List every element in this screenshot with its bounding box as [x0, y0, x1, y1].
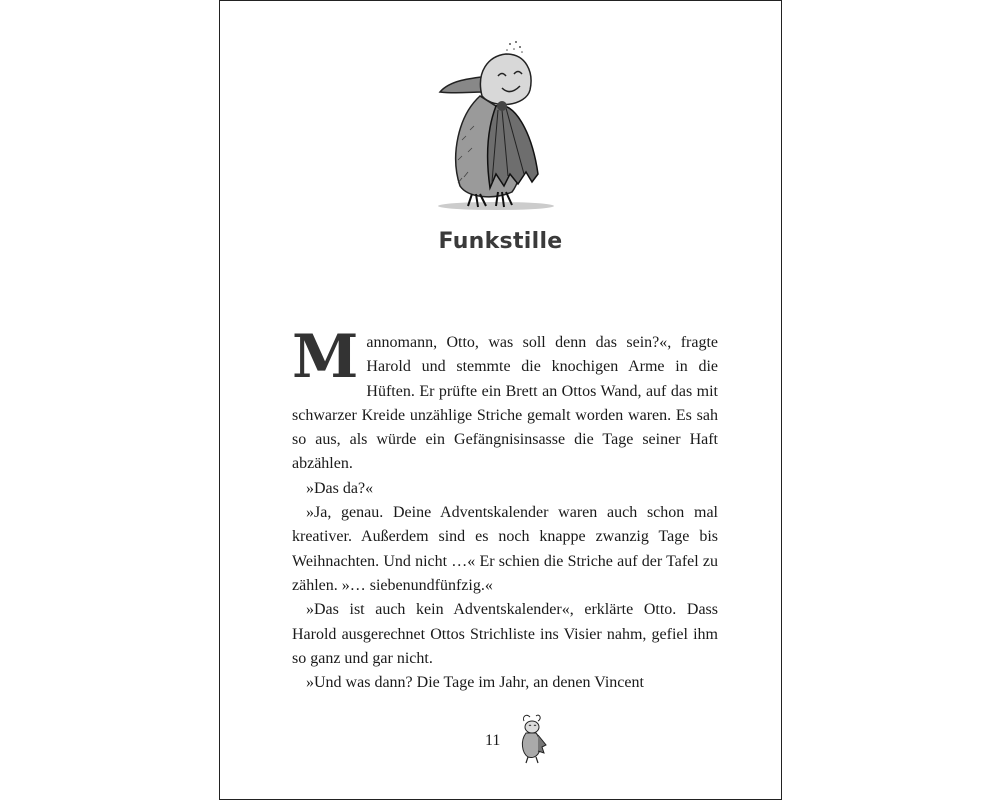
- small-creature-icon: [516, 713, 548, 765]
- paragraph: »Und was dann? Die Tage im Jahr, an denen Vincent: [306, 674, 644, 692]
- creature-illustration-icon: [432, 36, 566, 216]
- chapter-body: [292, 322, 718, 695]
- page-number: 11: [485, 732, 501, 749]
- book-page: [219, 0, 782, 800]
- paragraph: »Das da?«: [306, 479, 374, 497]
- drop-cap: M: [292, 322, 359, 392]
- paragraph-text: annomann, Otto, was soll denn das sein?«, fragte Harold und stemmte die knochigen Arme in die Hüften. Er prüfte ein Brett an Ottos Wand, auf das mit schwarzer Kreide unzählige Striche gemalt worden waren. Es sah so aus, als würde ein Gefängnisinsasse die Tage seiner Haft abzählen.: [292, 334, 718, 473]
- paragraph-opening: [292, 322, 718, 477]
- chapter-title: Funkstille: [438, 229, 563, 254]
- paragraph: »Das ist auch kein Adventskalender«, erklärte Otto. Dass Harold ausgerechnet Ottos Strichliste ins Visier nahm, gefiel ihm so ganz und gar nicht.: [292, 601, 718, 667]
- paragraph: »Ja, genau. Deine Adventskalender waren auch schon mal kreativer. Außerdem sind es noch knappe zwanzig Tage bis Weihnachten. Und nicht …« Er schien die Striche auf der Tafel zu zählen. »… siebenundfünfzig.«: [292, 504, 718, 594]
